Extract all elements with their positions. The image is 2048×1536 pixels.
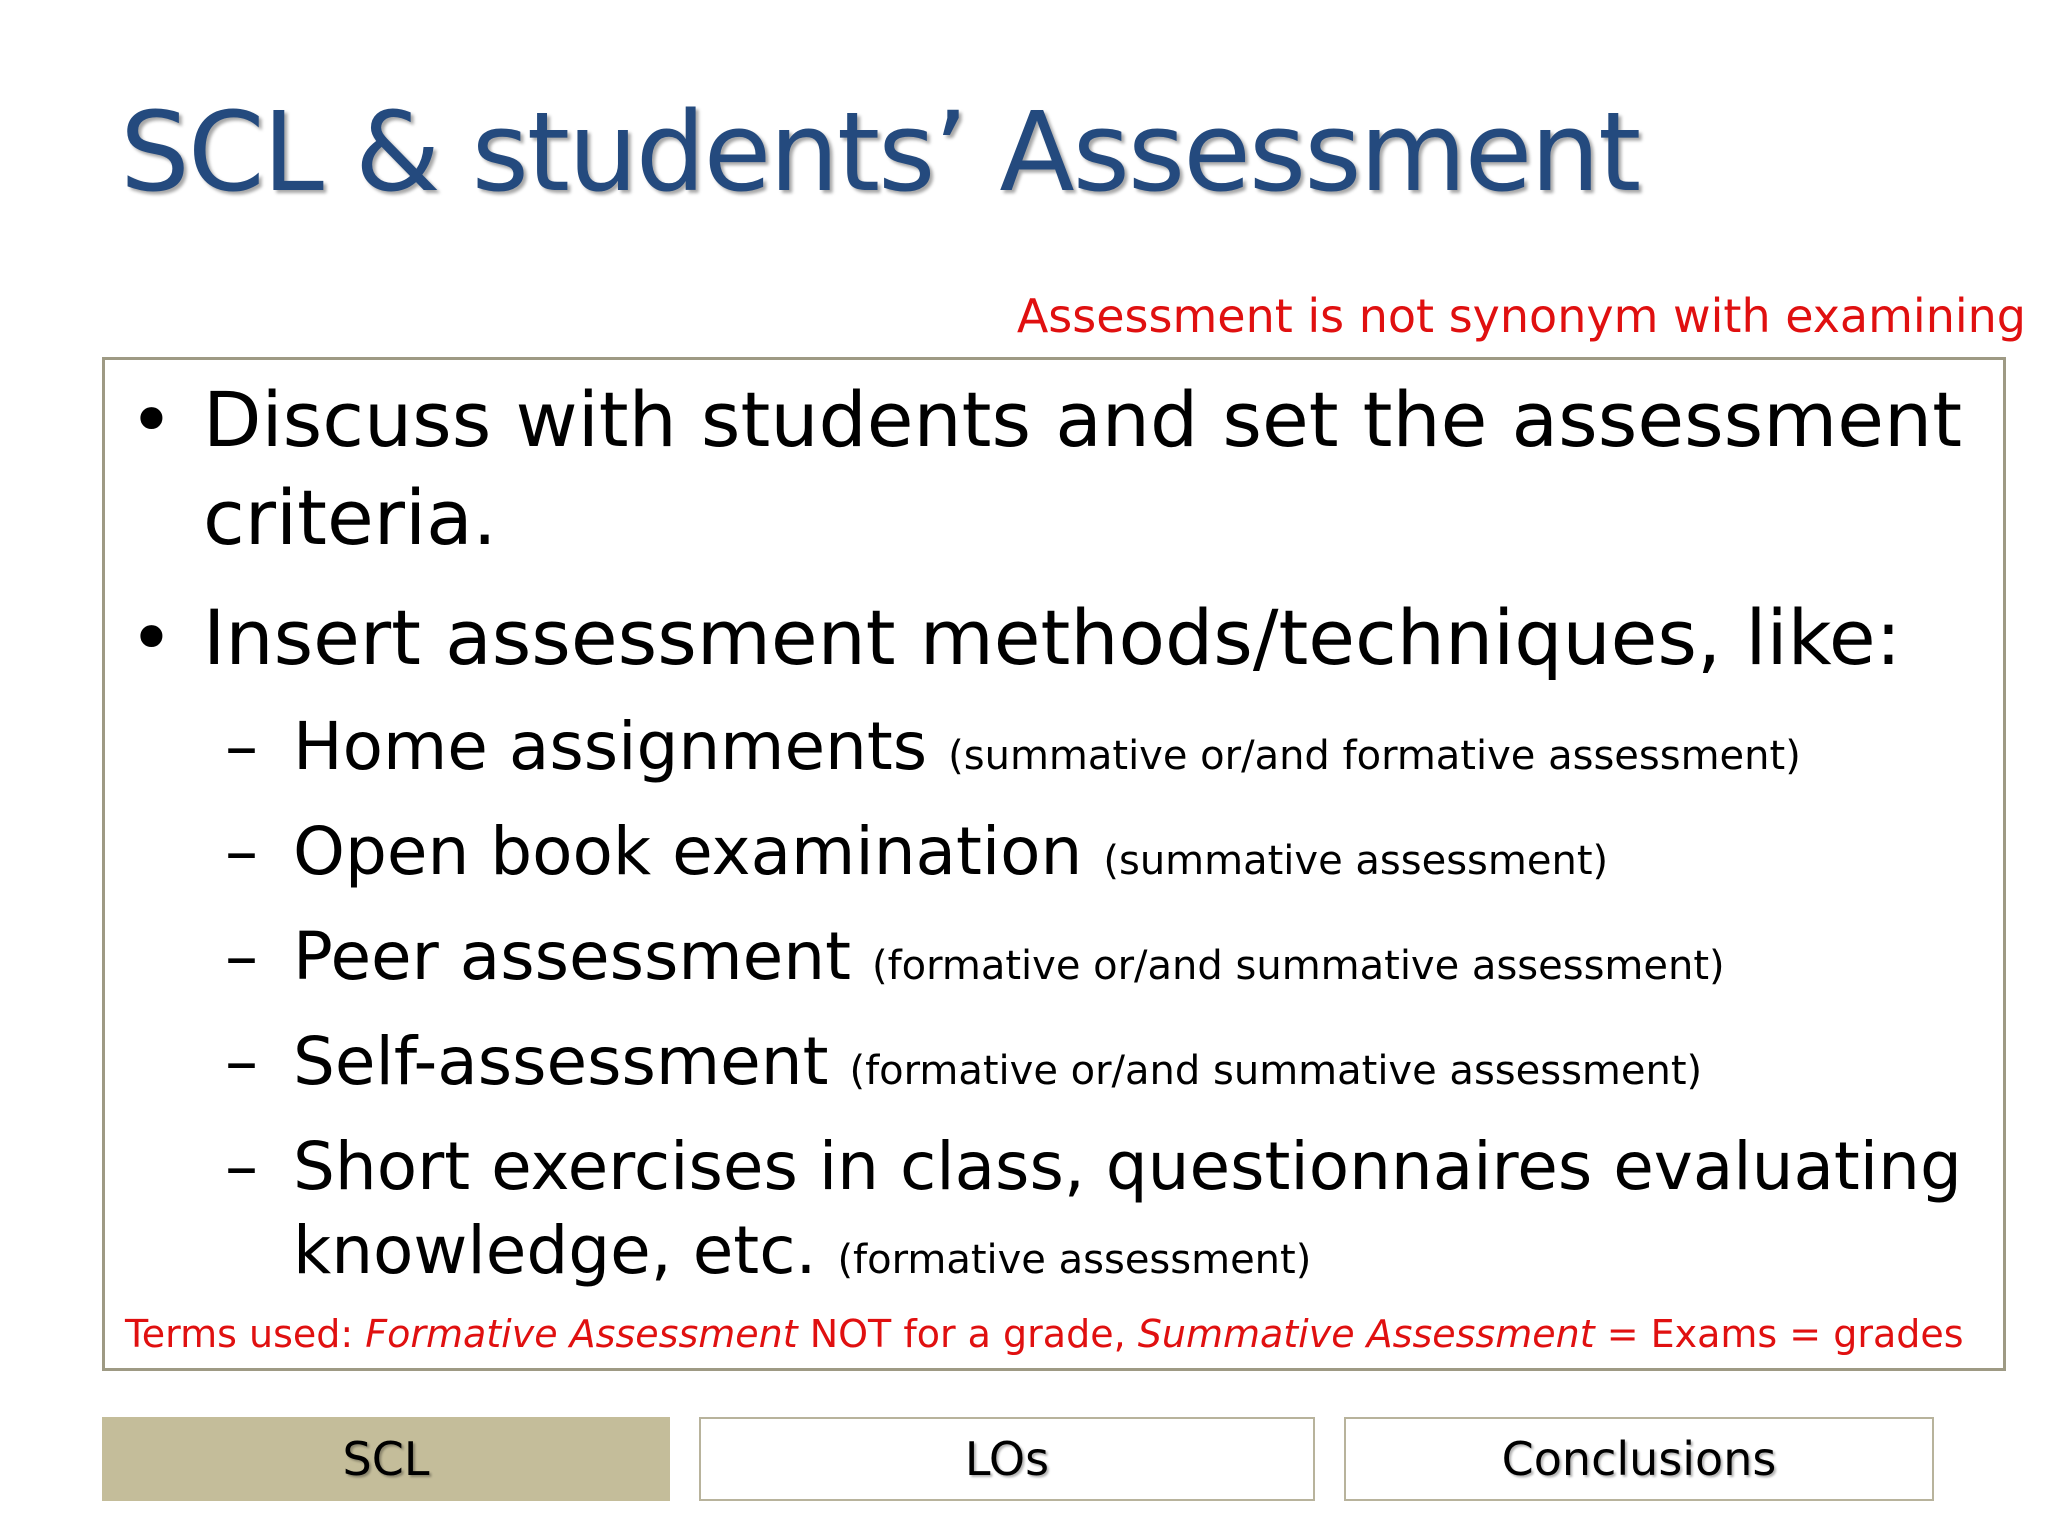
terms-prefix: Terms used: (125, 1312, 366, 1356)
sub-item-note: (formative or/and summative assessment) (871, 943, 1725, 989)
terms-summative: Summative Assessment (1137, 1312, 1595, 1356)
terms-note (125, 1306, 1964, 1362)
content-box (102, 357, 2006, 1371)
bullet-text-continued: criteria. (203, 473, 497, 562)
assessment-note: Assessment is not synonym with examining (1016, 289, 2026, 343)
bullet-text: Insert assessment methods/techniques, like: (203, 593, 1902, 682)
sub-item-text: Home assignments (293, 708, 928, 785)
sub-dash: – (225, 813, 258, 890)
sub-dash: – (225, 708, 258, 785)
slide-title: SCL & students’ Assessment (120, 88, 1640, 216)
terms-formative: Formative Assessment (365, 1312, 798, 1356)
sub-item-text: Short exercises in class, questionnaires evaluating (293, 1128, 1962, 1205)
sub-item-note: (formative or/and summative assessment) (849, 1048, 1703, 1094)
sub-item-note: (summative or/and formative assessment) (948, 733, 1801, 779)
terms-suffix: = Exams = grades (1594, 1312, 1964, 1356)
sub-item-text: Self-assessment (293, 1023, 829, 1100)
bullet-text: Discuss with students and set the assessment (203, 375, 1963, 464)
sub-item-note: (summative assessment) (1103, 838, 1609, 884)
nav-tab-scl[interactable]: SCL (102, 1417, 670, 1501)
bullet-dot: • (129, 593, 174, 682)
sub-item-text: Open book examination (293, 813, 1083, 890)
sub-dash: – (225, 918, 258, 995)
sub-item-text-continued: knowledge, etc. (293, 1212, 817, 1289)
sub-item-text: Peer assessment (293, 918, 851, 995)
sub-dash: – (225, 1023, 258, 1100)
sub-dash: – (225, 1128, 258, 1205)
sub-item-note: (formative assessment) (837, 1237, 1312, 1283)
nav-tab-conclusions[interactable]: Conclusions (1344, 1417, 1934, 1501)
nav-tab-los[interactable]: LOs (699, 1417, 1315, 1501)
terms-middle: NOT for a grade, (797, 1312, 1138, 1356)
bullet-dot: • (129, 375, 174, 464)
